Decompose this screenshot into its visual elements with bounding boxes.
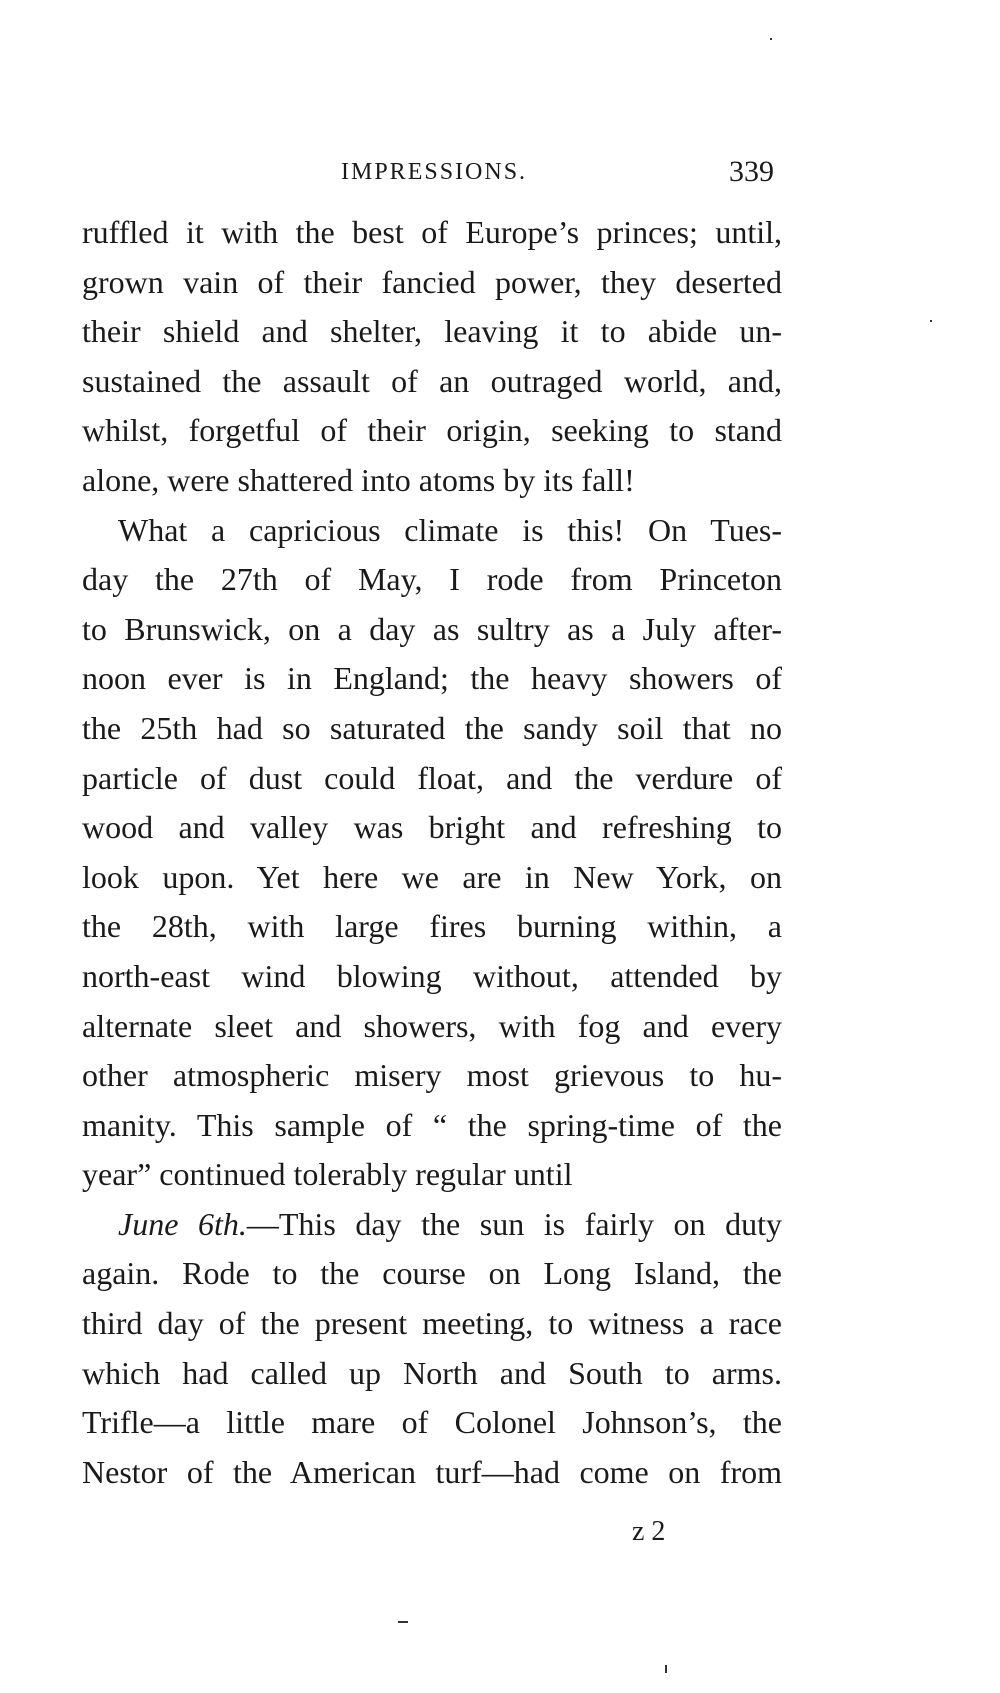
page-header — [0, 152, 1000, 192]
text-line: third day of the present meeting, to witness a race — [82, 1305, 782, 1342]
text-line: alone, were shattered into atoms by its fall! — [82, 461, 635, 498]
text-line: to Brunswick, on a day as sultry as a July after- — [82, 610, 782, 647]
text-line: day the 27th of May, I rode from Princeton — [82, 561, 782, 598]
text-line: wood and valley was bright and refreshing to — [82, 809, 782, 846]
speck — [930, 320, 932, 322]
date-label: June 6th. — [118, 1205, 247, 1242]
text-line: their shield and shelter, leaving it to abide un- — [82, 313, 782, 350]
text-line: What a capricious climate is this! On Tues- — [118, 511, 782, 548]
speck — [665, 1665, 667, 1673]
text-line: north-east wind blowing without, attended by — [82, 957, 782, 994]
paragraph — [82, 506, 782, 1200]
body-text — [82, 208, 782, 1497]
text-line: whilst, forgetful of their origin, seeking to stand — [82, 412, 782, 449]
text-line: Nestor of the American turf—had come on from — [82, 1453, 782, 1490]
text-line: the 28th, with large fires burning within, a — [82, 908, 782, 945]
text-line: which had called up North and South to arms. — [82, 1354, 782, 1391]
text-line — [82, 1200, 782, 1250]
page-number: 339 — [729, 155, 774, 188]
text-line: noon ever is in England; the heavy showers of — [82, 660, 782, 697]
text-line: particle of dust could float, and the verdure of — [82, 759, 782, 796]
text-line: alternate sleet and showers, with fog and every — [82, 1007, 782, 1044]
text-line: other atmospheric misery most grievous to hu- — [82, 1057, 782, 1094]
text-line: manity. This sample of “ the spring-time of the — [82, 1106, 782, 1143]
text-line: look upon. Yet here we are in New York, on — [82, 858, 782, 895]
running-head: IMPRESSIONS. — [341, 159, 528, 185]
text-line: grown vain of their fancied power, they deserted — [82, 263, 782, 300]
text-line: year” continued tolerably regular until — [82, 1156, 573, 1193]
text-line: Trifle—a little mare of Colonel Johnson’s, the — [82, 1404, 782, 1441]
text-run: —This day the sun is fairly on duty — [246, 1205, 783, 1242]
speck — [398, 1621, 408, 1623]
signature-mark: z 2 — [632, 1516, 666, 1547]
text-line: the 25th had so saturated the sandy soil that no — [82, 709, 782, 746]
text-line: again. Rode to the course on Long Island, the — [82, 1255, 782, 1292]
paragraph — [82, 1200, 782, 1498]
text-line: ruffled it with the best of Europe’s princes; until, — [82, 214, 782, 250]
text-line: sustained the assault of an outraged world, and, — [82, 362, 782, 399]
speck — [770, 38, 772, 40]
paragraph — [82, 208, 782, 506]
